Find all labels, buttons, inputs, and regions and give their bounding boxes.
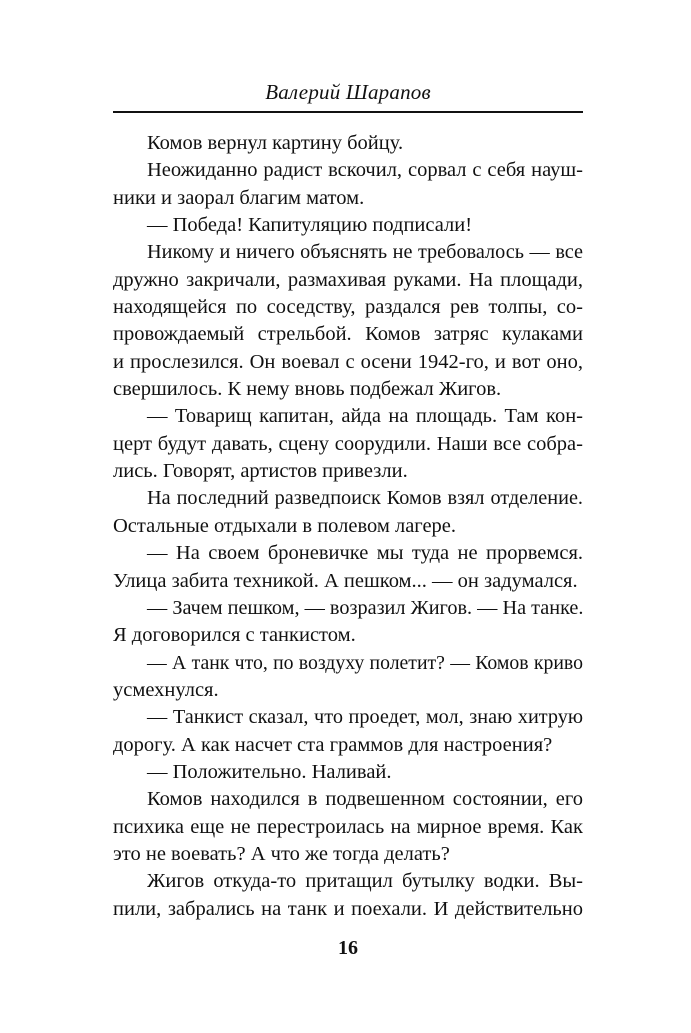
text-line: — На своем броневичке мы туда не прорвемся. (147, 542, 583, 565)
text-line: дорогу. А как насчет ста граммов для настроения? (113, 733, 553, 756)
text-line: дружно закричали, размахивая руками. На площади, (113, 268, 583, 291)
text-line: психика еще не перестроилась на мирное время. Как (113, 815, 583, 838)
header-rule (113, 111, 583, 113)
text-line: это не воевать? А что же тогда делать? (113, 842, 450, 865)
text-line: Никому и ничего объяснять не требовалось — все (147, 241, 583, 264)
body-text (113, 130, 583, 923)
text-line: — Положительно. Наливай. (147, 760, 392, 783)
text-line: и прослезился. Он воевал с осени 1942-го, и вот оно, (113, 350, 583, 373)
text-line: — Победа! Капитуляцию подписали! (147, 214, 473, 237)
text-line: Комов вернул картину бойцу. (147, 132, 404, 154)
text-line: — Товарищ капитан, айда на площадь. Там кон- (147, 405, 583, 428)
text-line: церт будут давать, сцену соорудили. Наши все собра- (113, 432, 583, 455)
text-line: Жигов откуда-то притащил бутылку водки. Вы- (147, 870, 583, 893)
text-line: — Зачем пешком, — возразил Жигов. — На танке. (147, 596, 584, 619)
text-line: пили, забрались на танк и поехали. И действительно (113, 897, 583, 920)
text-line: Улица забита техникой. А пешком... — он задумался. (113, 569, 578, 592)
text-line: усмехнулся. (113, 678, 219, 701)
text-line: — А танк что, по воздуху полетит? — Комов криво (147, 651, 583, 674)
text-line: Я договорился с танкистом. (113, 624, 356, 647)
text-line: Неожиданно радист вскочил, сорвал с себя науш- (147, 159, 583, 182)
text-line: лись. Говорят, артистов привезли. (113, 460, 408, 483)
text-line: ники и заорал благим матом. (113, 186, 365, 209)
text-line: — Танкист сказал, что проедет, мол, знаю хитрую (147, 706, 583, 729)
page-number: 16 (338, 937, 358, 959)
text-line: провождаемый стрельбой. Комов затряс кулаками (113, 323, 583, 346)
text-line: свершилось. К нему вновь подбежал Жигов. (113, 378, 502, 401)
text-line: На последний разведпоиск Комов взял отделение. (147, 487, 583, 510)
text-line: находящейся по соседству, раздался рев толпы, со- (113, 296, 583, 319)
text-line: Комов находился в подвешенном состоянии, его (147, 788, 583, 811)
text-line: Остальные отдыхали в полевом лагере. (113, 514, 457, 537)
running-head-author: Валерий Шарапов (265, 80, 431, 104)
